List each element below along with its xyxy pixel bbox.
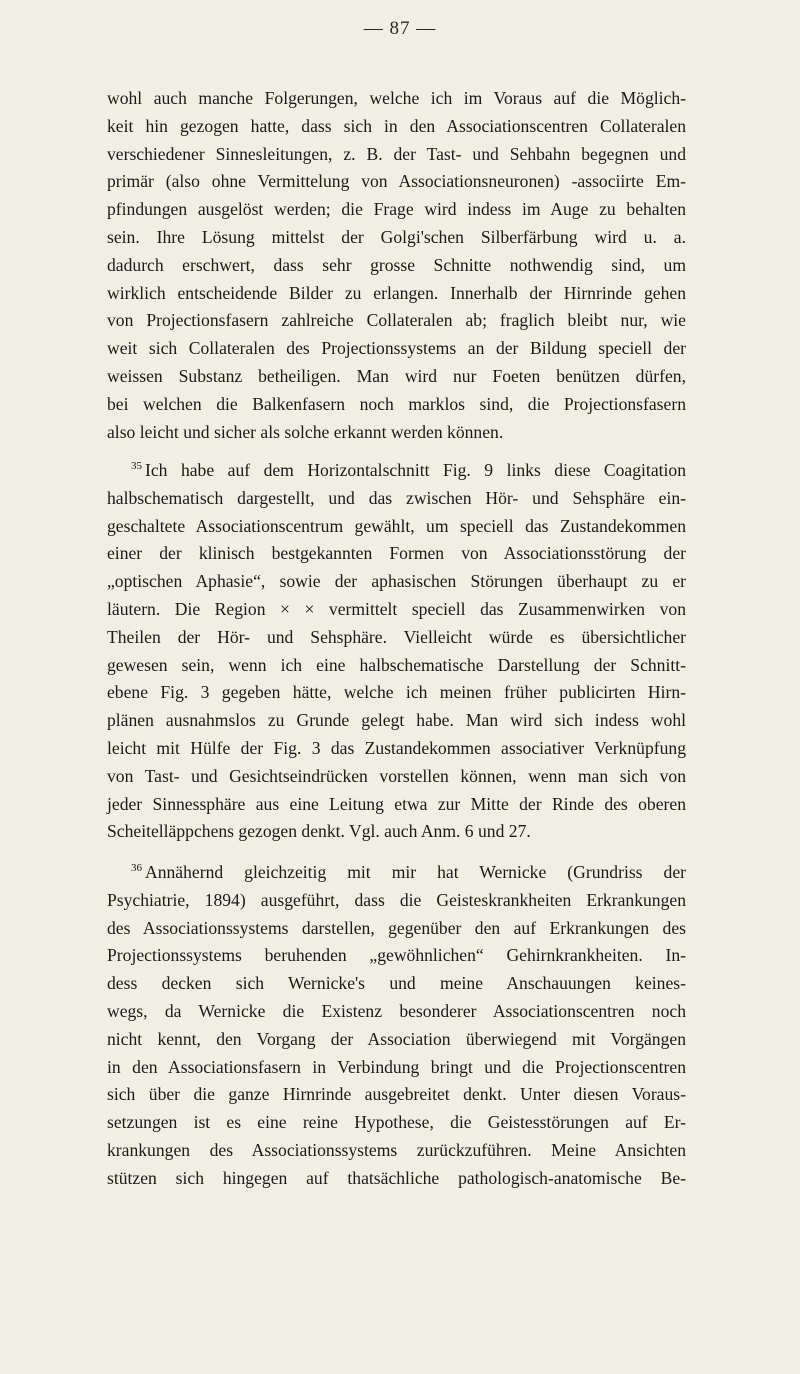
text-line: pfindungen ausgelöst werden; die Frage wird indess im Auge zu behalten: [107, 199, 686, 220]
text-line: dadurch erschwert, dass sehr grosse Schnitte nothwendig sind, um: [107, 254, 686, 275]
text-line: einer der klinisch bestgekannten Formen von Associationsstörung der: [107, 543, 686, 564]
text-line: gewesen sein, wenn ich eine halbschematische Darstellung der Schnitt-: [107, 654, 686, 675]
text-line: sein. Ihre Lösung mittelst der Golgi'schen Silberfärbung wird u. a.: [107, 226, 686, 247]
text-line-content: Annähernd gleichzeitig mit mir hat Wernicke (Grundriss der: [145, 862, 686, 882]
text-line-content: Ich habe auf dem Horizontalschnitt Fig. 9 links diese Coagitation: [145, 460, 686, 480]
text-line: plänen ausnahmslos zu Grunde gelegt habe. Man wird sich indess wohl: [107, 710, 686, 731]
text-line: [107, 859, 686, 887]
text-line: wirklich entscheidende Bilder zu erlangen. Innerhalb der Hirnrinde gehen: [107, 282, 686, 303]
text-line: krankungen des Associationssystems zurückzuführen. Meine Ansichten: [107, 1139, 686, 1160]
text-line: sich über die ganze Hirnrinde ausgebreitet denkt. Unter diesen Voraus-: [107, 1084, 686, 1105]
text-line: keit hin gezogen hatte, dass sich in den Associationscentren Collateralen: [107, 115, 686, 136]
text-line: Theilen der Hör- und Sehsphäre. Vielleicht würde es übersichtlicher: [107, 626, 686, 647]
text-line: ebene Fig. 3 gegeben hätte, welche ich meinen früher publicirten Hirn-: [107, 682, 686, 703]
text-line: des Associationssystems darstellen, gegenüber den auf Erkrankungen des: [107, 917, 686, 938]
text-line: leicht mit Hülfe der Fig. 3 das Zustandekommen associativer Verknüpfung: [107, 737, 686, 758]
footnote-number: 35: [131, 460, 142, 472]
text-line: geschaltete Associationscentrum gewählt, um speciell das Zustandekommen: [107, 515, 686, 536]
text-line: in den Associationsfasern in Verbindung bringt und die Projectionscentren: [107, 1056, 686, 1077]
text-line: weissen Substanz betheiligen. Man wird nur Foeten benützen dürfen,: [107, 365, 686, 386]
text-line: wohl auch manche Folgerungen, welche ich im Voraus auf die Möglich-: [107, 88, 686, 108]
page-number: — 87 —: [363, 18, 437, 39]
footnote-35: [107, 457, 686, 846]
text-line: bei welchen die Balkenfasern noch marklos sind, die Projectionsfasern: [107, 393, 686, 414]
text-line: stützen sich hingegen auf thatsächliche pathologisch-anatomische Be-: [107, 1167, 686, 1188]
text-line: primär (also ohne Vermittelung von Associationsneuronen) -associirte Em-: [107, 171, 686, 192]
text-line: verschiedener Sinnesleitungen, z. B. der Tast- und Sehbahn begegnen und: [107, 143, 686, 164]
text-line: nicht kennt, den Vorgang der Association überwiegend mit Vorgängen: [107, 1028, 686, 1049]
text-line: jeder Sinnessphäre aus eine Leitung etwa zur Mitte der Rinde des oberen: [107, 793, 686, 814]
text-line: [107, 457, 686, 485]
text-line: also leicht und sicher als solche erkannt werden können.: [107, 421, 504, 442]
text-line: Projectionssystems beruhenden „gewöhnlichen“ Gehirnkrankheiten. In-: [107, 945, 686, 966]
text-line: Scheitelläppchens gezogen denkt. Vgl. auch Anm. 6 und 27.: [107, 821, 531, 842]
text-line: setzungen ist es eine reine Hypothese, die Geistesstörungen auf Er-: [107, 1112, 686, 1133]
footnote-36: [107, 859, 686, 1193]
text-line: wegs, da Wernicke die Existenz besonderer Associationscentren noch: [107, 1000, 686, 1021]
text-line: von Projectionsfasern zahlreiche Collateralen ab; fraglich bleibt nur, wie: [107, 310, 686, 331]
text-line: halbschematisch dargestellt, und das zwischen Hör- und Sehsphäre ein-: [107, 487, 686, 508]
footnote-number: 36: [131, 862, 142, 874]
text-line: läutern. Die Region × × vermittelt speciell das Zusammenwirken von: [107, 598, 686, 619]
text-line: dess decken sich Wernicke's und meine Anschauungen keines-: [107, 973, 686, 994]
text-line: Psychiatrie, 1894) ausgeführt, dass die Geisteskrankheiten Erkrankungen: [107, 889, 686, 910]
text-line: von Tast- und Gesichtseindrücken vorstellen können, wenn man sich von: [107, 765, 686, 786]
text-line: weit sich Collateralen des Projectionssystems an der Bildung speciell der: [107, 338, 686, 359]
text-line: „optischen Aphasie“, sowie der aphasischen Störungen überhaupt zu er: [107, 571, 686, 592]
paragraph-1: [107, 85, 686, 446]
